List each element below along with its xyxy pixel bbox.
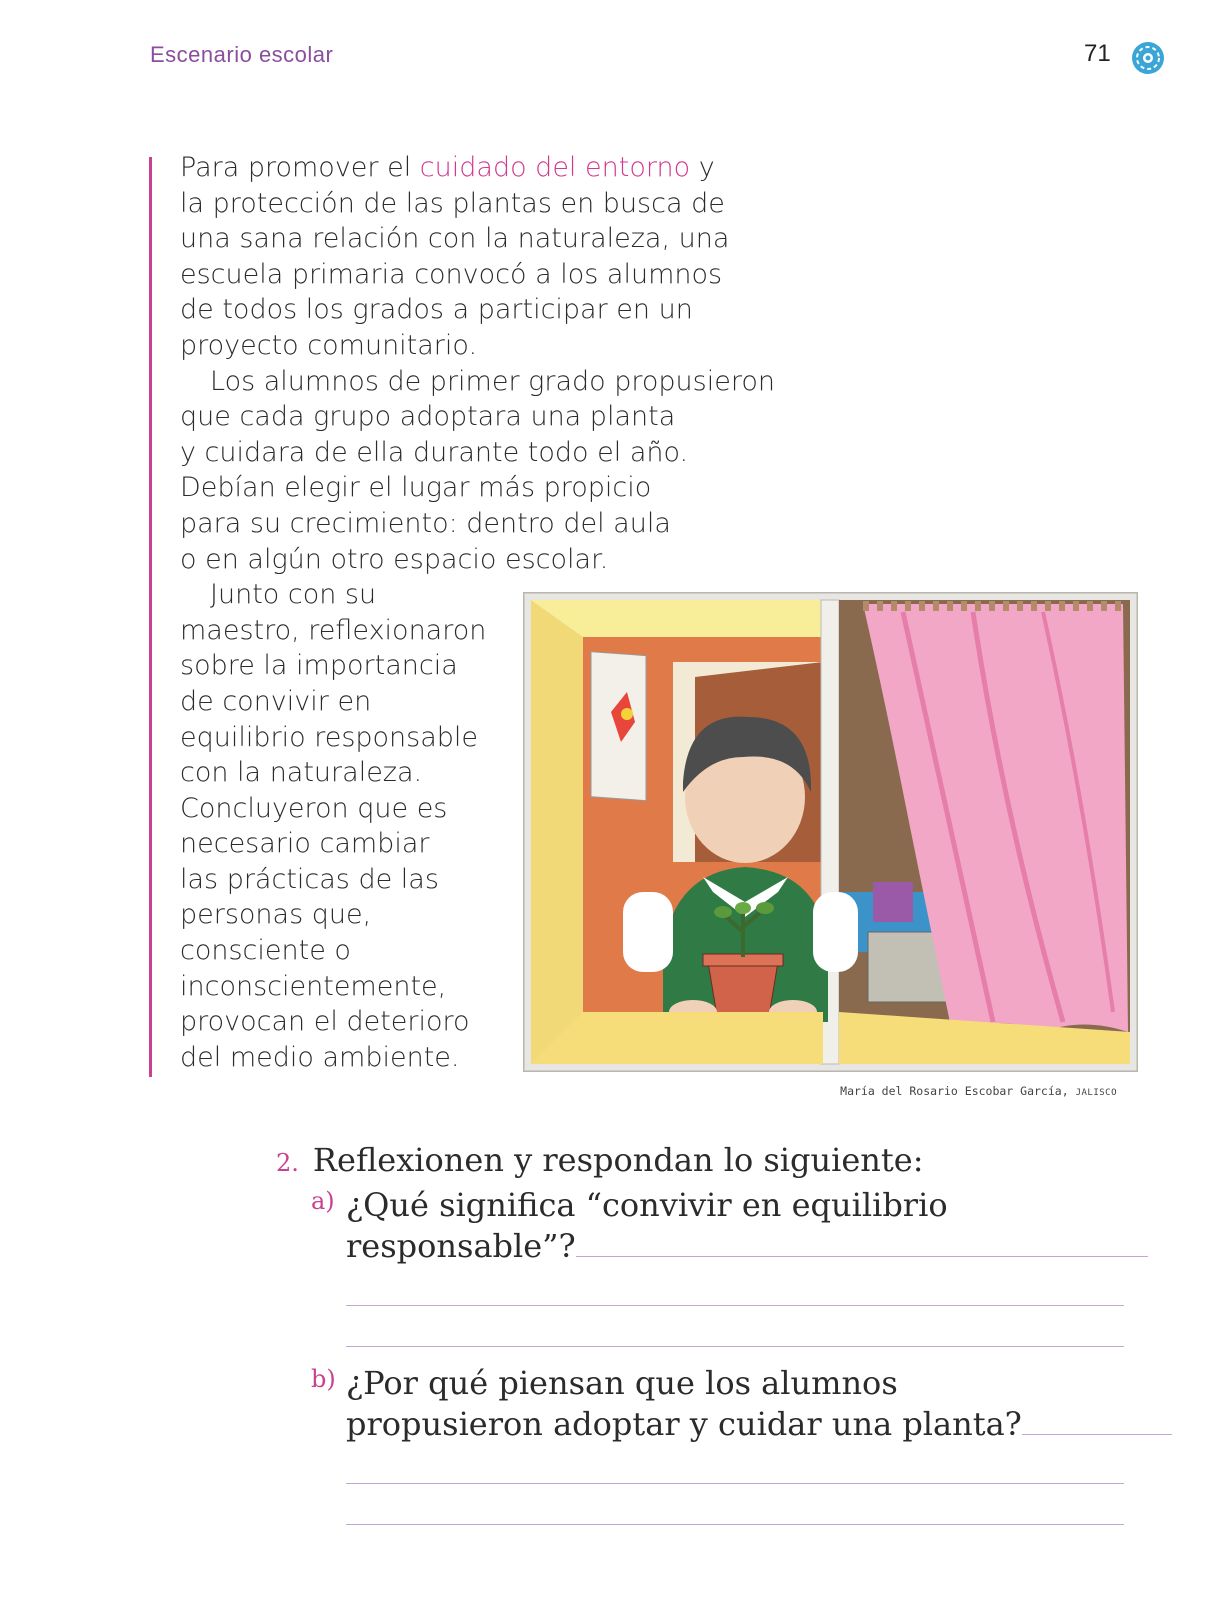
reading-line-text: del medio ambiente.: [180, 1041, 460, 1073]
reading-line: [180, 506, 830, 542]
page-number: 71: [1084, 40, 1111, 67]
question-a-line1: ¿Qué significa “convivir en equilibrio: [346, 1186, 948, 1224]
reading-line-text: o en algún otro espacio escolar.: [180, 543, 609, 575]
reading-line-text: consciente o: [180, 935, 351, 967]
activity-prompt-text: Reflexionen y respondan lo siguiente:: [312, 1141, 924, 1179]
reading-line-text: maestro, reflexionaron: [180, 614, 487, 646]
answer-a-line-1[interactable]: [576, 1255, 1148, 1257]
flower-emblem-icon: [1130, 40, 1166, 76]
reading-line-text: que cada grupo adoptara una planta: [180, 401, 676, 433]
activity-number: 2.: [276, 1149, 299, 1177]
credit-name: María del Rosario Escobar García,: [840, 1084, 1069, 1098]
reading-line-text: y cuidara de ella durante todo el año.: [180, 436, 689, 468]
reading-line-text: de convivir en: [180, 685, 372, 717]
answer-b-line-3[interactable]: [346, 1524, 1124, 1525]
question-a-line2: responsable”?: [346, 1227, 576, 1265]
reading-line-text: Para promover el: [180, 152, 420, 183]
reading-line-text: y: [690, 152, 715, 183]
reading-line-text: sobre la importancia: [180, 650, 458, 682]
reading-line-text: equilibrio responsable: [180, 721, 479, 753]
reading-line-text: escuela primaria convocó a los alumnos: [180, 258, 723, 290]
answer-b-line-2[interactable]: [346, 1483, 1124, 1484]
reading-line-text: personas que,: [180, 899, 372, 931]
reading-line-text: Concluyeron que es: [180, 792, 448, 824]
highlighted-term: cuidado del entorno: [419, 152, 691, 183]
reading-line: [180, 292, 830, 328]
reading-line: [180, 542, 830, 578]
reading-line: [180, 399, 830, 435]
credit-region: JALISCO: [1075, 1088, 1117, 1098]
student-with-plant-illustration: [523, 592, 1138, 1072]
question-b-letter: b): [311, 1365, 336, 1393]
question-a: [311, 1185, 1136, 1267]
reading-line: [180, 328, 830, 364]
activity-section: [276, 1140, 1136, 1525]
answer-a-line-2[interactable]: [346, 1305, 1124, 1306]
activity-prompt: [276, 1140, 1136, 1183]
reading-line-text: la protección de las plantas en busca de: [180, 187, 725, 219]
reading-accent-bar: [149, 157, 152, 1077]
answer-a-line-3[interactable]: [346, 1346, 1124, 1347]
reading-line-text: las prácticas de las: [180, 863, 439, 895]
reading-line: [180, 470, 830, 506]
section-title: Escenario escolar: [150, 42, 334, 67]
question-b-line1: ¿Por qué piensan que los alumnos: [346, 1364, 898, 1402]
question-a-letter: a): [311, 1187, 335, 1215]
reading-line-text: de todos los grados a participar en un: [180, 294, 693, 326]
reading-line-text: necesario cambiar: [180, 828, 430, 860]
reading-line: [180, 150, 830, 186]
reading-line-text: para su crecimiento: dentro del aula: [180, 507, 671, 539]
reading-line-text: Debían elegir el lugar más propicio: [180, 472, 652, 504]
reading-line: [180, 435, 830, 471]
reading-line-text: Los alumnos de primer grado propusieron: [210, 365, 775, 397]
reading-line: [180, 257, 830, 293]
reading-line-text: proyecto comunitario.: [180, 329, 478, 361]
reading-line-text: provocan el deterioro: [180, 1006, 470, 1038]
question-b-line2: propusieron adoptar y cuidar una planta?: [346, 1405, 1022, 1443]
answer-b-line-1[interactable]: [1022, 1433, 1172, 1435]
reading-line-text: una sana relación con la naturaleza, una: [180, 223, 730, 255]
reading-line-text: Junto con su: [210, 579, 377, 611]
reading-line: [180, 221, 830, 257]
question-b: [311, 1363, 1136, 1445]
illustration-credit: [840, 1084, 1117, 1098]
reading-line-text: inconscientemente,: [180, 970, 447, 1002]
reading-line: [180, 186, 830, 222]
reading-line: [180, 364, 830, 400]
reading-line-text: con la naturaleza.: [180, 757, 423, 789]
